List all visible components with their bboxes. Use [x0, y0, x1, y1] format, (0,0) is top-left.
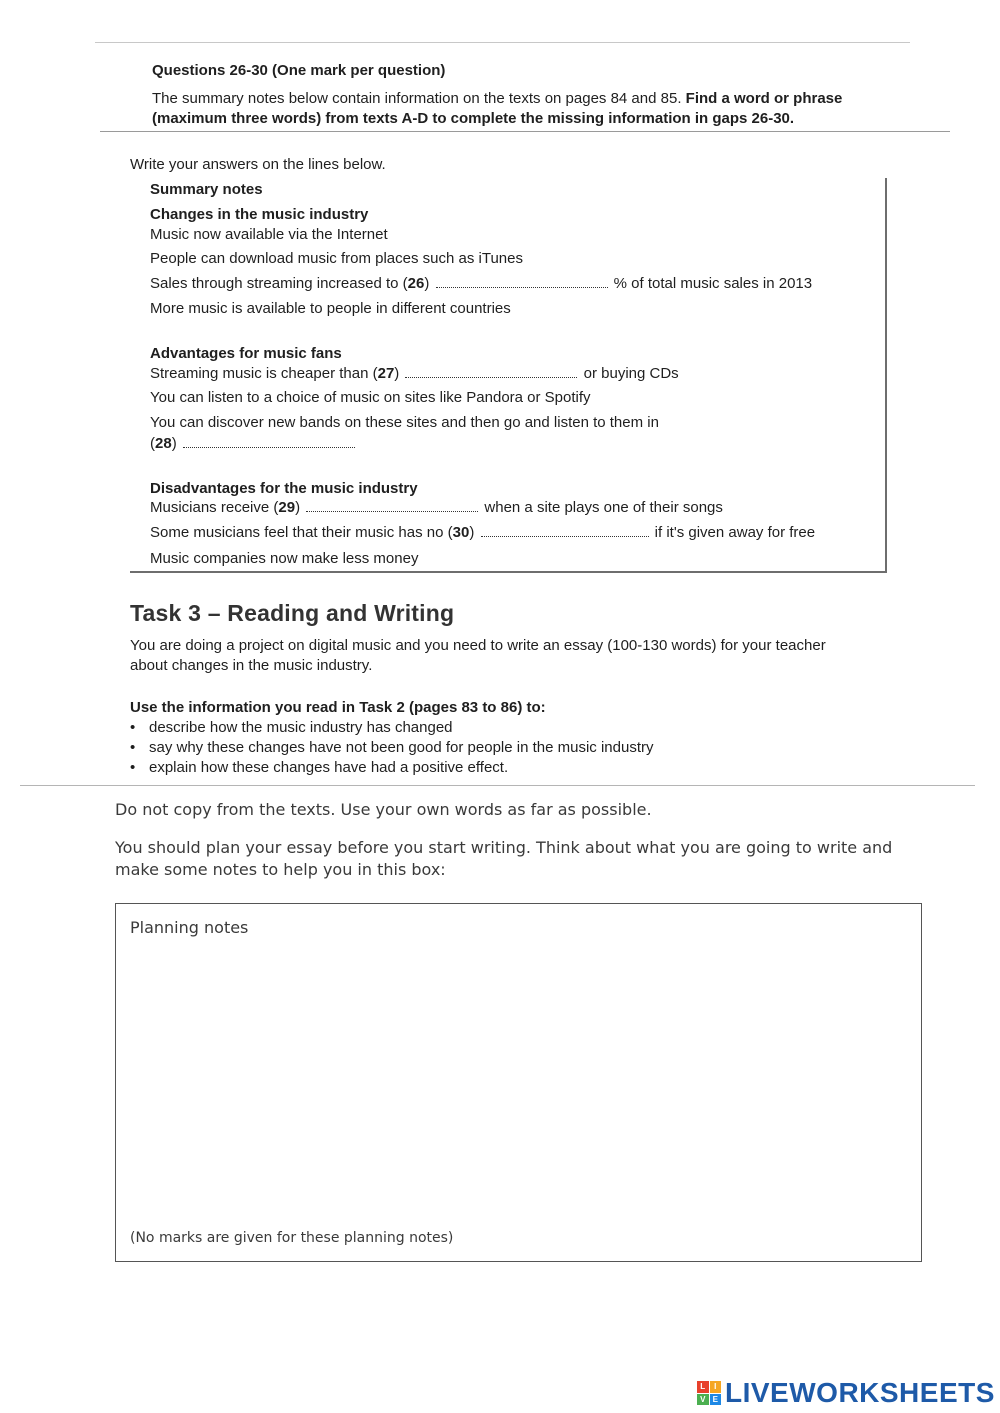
planning-notes-label: Planning notes [130, 918, 249, 937]
advantages-line-2: You can listen to a choice of music on sites like Pandora or Spotify [150, 389, 591, 406]
line-text: ) [295, 499, 301, 516]
list-item: • say why these changes have not been good for people in the music industry [130, 738, 654, 758]
answer-gap-26[interactable] [436, 275, 608, 288]
changes-line-1: Music now available via the Internet [150, 226, 388, 243]
line-text: when a site plays one of their songs [484, 499, 723, 516]
disadvantages-heading: Disadvantages for the music industry [150, 480, 418, 497]
logo-icon-cell: V [697, 1394, 709, 1406]
advantages-line-4 [150, 434, 357, 454]
answer-gap-27[interactable] [405, 365, 577, 378]
line-text: ) [469, 524, 475, 541]
line-text: Some musicians feel that their music has no ( [150, 524, 453, 541]
gap-number-30: 30 [452, 524, 470, 541]
questions-heading: Questions 26-30 (One mark per question) [152, 62, 446, 79]
line-text: ) [171, 435, 177, 452]
logo-icon-cell: E [710, 1394, 722, 1406]
do-not-copy-instruction: Do not copy from the texts. Use your own words as far as possible. [115, 800, 652, 819]
intro-bold-2: (maximum three words) from texts A-D to complete the missing information in gaps 26-30. [152, 110, 795, 127]
gap-number-28: 28 [155, 435, 172, 452]
line-text: Streaming music is cheaper than ( [150, 365, 378, 382]
line-text: ) [424, 275, 430, 292]
liveworksheets-logo-icon [697, 1381, 721, 1405]
planning-notes-box[interactable] [115, 903, 922, 1262]
planning-notes-footnote: (No marks are given for these planning notes) [130, 1230, 454, 1246]
changes-line-2: People can download music from places such as iTunes [150, 250, 523, 267]
summary-title: Summary notes [150, 181, 263, 198]
top-rule [95, 42, 910, 43]
plan-instruction-line-2: make some notes to help you in this box: [115, 860, 446, 879]
gap-number-26: 26 [407, 275, 425, 292]
line-text: ) [394, 365, 400, 382]
task3-title: Task 3 – Reading and Writing [130, 600, 455, 626]
section-rule-2 [20, 785, 975, 786]
task3-intro [130, 636, 930, 676]
liveworksheets-wordmark: LIVEWORKSHEETS [725, 1377, 995, 1408]
line-text: Sales through streaming increased to ( [150, 275, 408, 292]
disadvantages-line-1 [150, 498, 723, 518]
line-text: Musicians receive ( [150, 499, 279, 516]
gap-number-27: 27 [377, 365, 395, 382]
answer-gap-30[interactable] [481, 524, 649, 537]
liveworksheets-logo [697, 1378, 995, 1408]
list-item: • explain how these changes have had a positive effect. [130, 758, 654, 778]
intro-bold-1: Find a word or phrase [685, 90, 843, 107]
logo-icon-cell: L [697, 1381, 709, 1393]
questions-intro [152, 89, 912, 129]
line-text: % of total music sales in 2013 [613, 275, 813, 292]
advantages-line-3: You can discover new bands on these sites and then go and listen to them in [150, 414, 659, 431]
write-answers-instruction: Write your answers on the lines below. [130, 156, 386, 173]
task3-intro-line-2: about changes in the music industry. [130, 657, 373, 674]
line-text: ( [150, 435, 155, 452]
line-text: if it's given away for free [654, 524, 816, 541]
task3-bullet-list [130, 718, 654, 778]
gap-number-29: 29 [278, 499, 296, 516]
intro-plain: The summary notes below contain information on the texts on pages 84 and 85. [152, 90, 682, 107]
answer-gap-28[interactable] [183, 435, 355, 448]
changes-heading: Changes in the music industry [150, 206, 369, 223]
advantages-heading: Advantages for music fans [150, 345, 342, 362]
plan-instruction [115, 837, 965, 881]
task3-use-info: Use the information you read in Task 2 (pages 83 to 86) to: [130, 699, 546, 716]
disadvantages-line-2 [150, 523, 815, 543]
line-text: or buying CDs [583, 365, 679, 382]
changes-line-4: More music is available to people in different countries [150, 300, 511, 317]
logo-icon-cell: I [710, 1381, 722, 1393]
changes-line-3 [150, 274, 812, 294]
task3-intro-line-1: You are doing a project on digital music and you need to write an essay (100-130 words) for your teacher [130, 637, 826, 654]
disadvantages-line-3: Music companies now make less money [150, 550, 419, 567]
list-item: • describe how the music industry has changed [130, 718, 654, 738]
answer-gap-29[interactable] [306, 499, 478, 512]
advantages-line-1 [150, 364, 679, 384]
plan-instruction-line-1: You should plan your essay before you start writing. Think about what you are going to write and [115, 838, 893, 857]
section-rule-1 [100, 131, 950, 132]
